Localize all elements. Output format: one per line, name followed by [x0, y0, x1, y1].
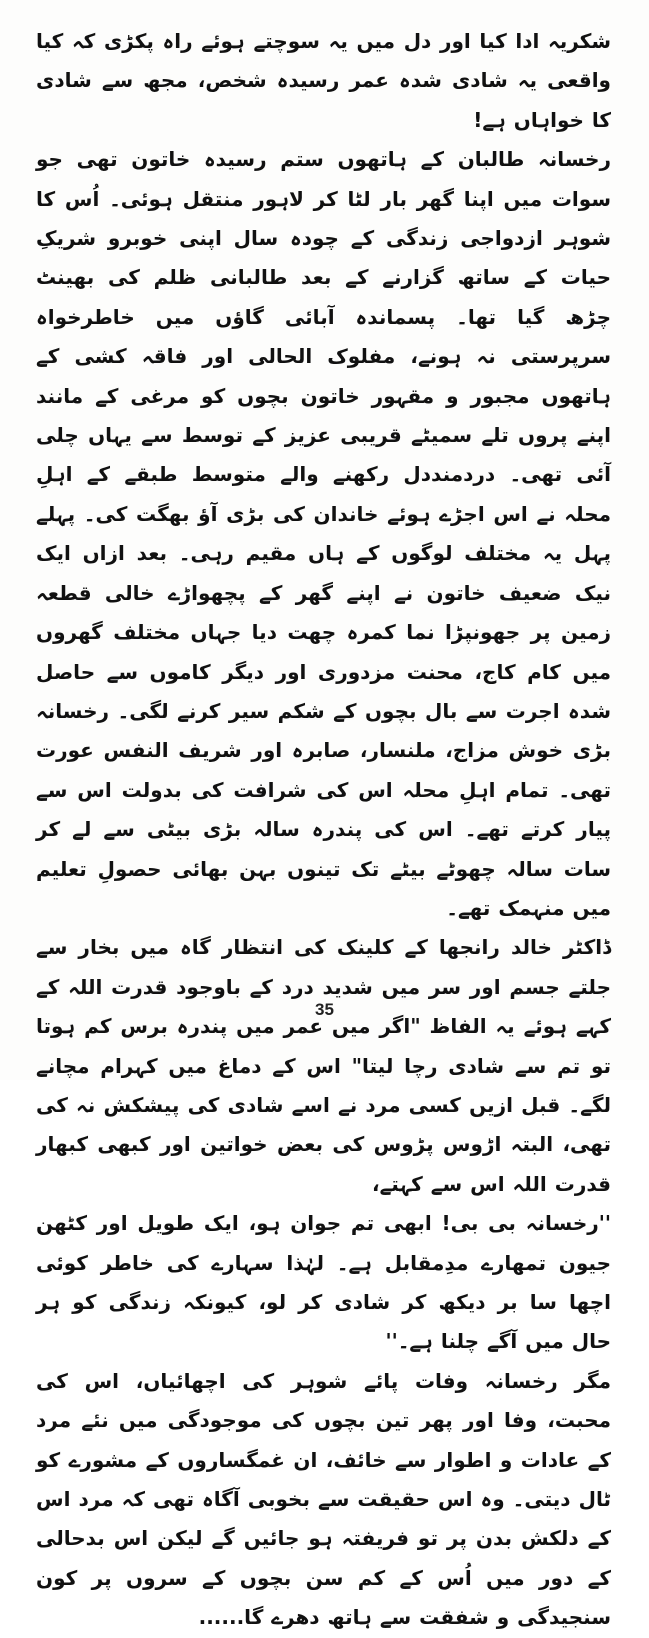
page-number: 35 [315, 1000, 334, 1019]
paragraph-1: شکریہ ادا کیا اور دل میں یہ سوچتے ہوئے راہ پکڑی کہ کیا واقعی یہ شادی شدہ عمر رسیدہ شخص، مجھ سے شادی کا خواہاں ہے! [36, 29, 611, 132]
paragraph-4: ''رخسانہ بی بی! ابھی تم جوان ہو، ایک طویل اور کٹھن جیون تمھارے مدِمقابل ہے۔ لہٰذا سہارے کی خاطر کوئی اچھا سا بر دیکھ کر شادی کر لو، کیونکہ زندگی کو ہر حال میں آگے چلنا ہے۔'' [36, 1211, 611, 1354]
paragraph-3: ڈاکٹر خالد رانجھا کے کلینک کی انتظار گاہ میں بخار سے جلتے جسم اور سر میں شدید درد کے باوجود قدرت اللہ کے کہے ہوئے یہ الفاظ "اگر میں عمر میں پندرہ برس کم ہوتا تو تم سے شادی رچا لیتا" اس کے دماغ میں کہرام مچانے لگے۔ قبل ازیں کسی مرد نے اسے شادی کی پیشکش نہ کی تھی، البتہ اڑوس پڑوس کی بعض خواتین اور کبھی کبھار قدرت اللہ اس سے کہتے، [36, 935, 611, 1196]
paragraph-5: مگر رخسانہ وفات پائے شوہر کی اچھائیاں، اس کی محبت، وفا اور پھر تین بچوں کی موجودگی میں نئے مرد کے عادات و اطوار سے خائف، ان غمگساروں کے مشورے کو ٹال دیتی۔ وہ اس حقیقت سے بخوبی آگاہ تھی کہ مرد اس کے دلکش بدن پر تو فریفتہ ہو جائیں گے لیکن اس بدحالی کے دور میں اُس کے کم سن بچوں کے سروں پر کون سنجیدگی و شفقت سے ہاتھ دھرے گا...... [36, 1368, 611, 1630]
paragraph-2: رخسانہ طالبان کے ہاتھوں ستم رسیدہ خاتون تھی جو سوات میں اپنا گھر بار لٹا کر لاہور منتقل ہوئی۔ اُس کا شوہر ازدواجی زندگی کے چودہ سال اپنی خوبرو شریکِ حیات کے ساتھ گزارنے کے بعد طالبانی ظلم کی بھینٹ چڑھ گیا تھا۔ پسماندہ آبائی گاؤں میں خاطرخواہ سرپرستی نہ ہونے، مفلوک الحالی اور فاقہ کشی کے ہاتھوں مجبور و مقہور خاتون بچوں کو مرغی کے مانند اپنے پروں تلے سمیٹے قریبی عزیز کے توسط سے یہاں چلی آئی تھی۔ دردمنددل رکھنے والے متوسط طبقے کے اہلِ محلہ نے اس اجڑے ہوئے خاندان کی بڑی آؤ بھگت کی۔ پہلے پہل یہ مختلف لوگوں کے ہاں مقیم رہی۔ بعد ازاں ایک نیک ضعیف خاتون نے اپنے گھر کے پچھواڑے خالی قطعہ زمین پر جھونپڑا نما کمرہ چھت دیا جہاں مختلف گھروں میں کام کاج، محنت مزدوری اور دیگر کاموں سے حاصل شدہ اجرت سے بال بچوں کے شکم سیر کرنے لگی۔ رخسانہ بڑی خوش مزاج، ملنسار، صابرہ اور شریف النفس عورت تھی۔ تمام اہلِ محلہ اس کی شرافت کی بدولت اس سے پیار کرتے تھے۔ اس کی پندرہ سالہ بڑی بیٹی سے لے کر سات سالہ چھوٹے بیٹے تک تینوں بہن بھائی حصولِ تعلیم میں منہمک تھے۔ [36, 147, 611, 920]
urdu-text-body [36, 22, 611, 1638]
